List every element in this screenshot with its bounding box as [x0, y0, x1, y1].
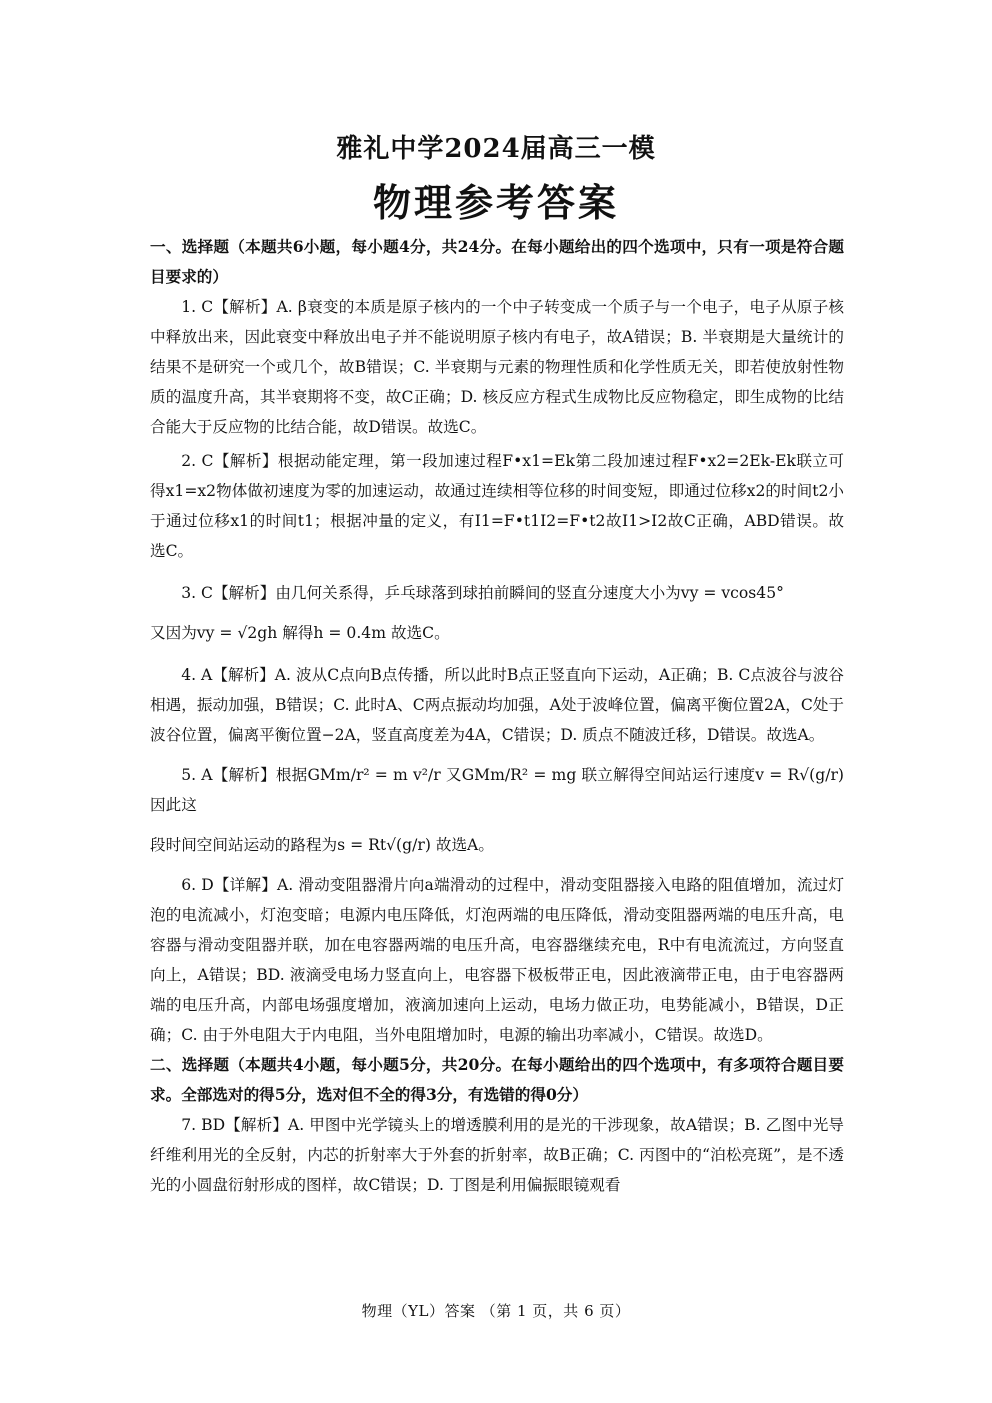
- exam-title: 雅礼中学2024届高三一模: [336, 134, 656, 164]
- answer-q7: 7. BD【解析】A. 甲图中光学镜头上的增透膜利用的是光的干涉现象，故A错误；B. 乙图中光导纤维利用光的全反射，内芯的折射率大于外套的折射率，故B正确；C. 丙图中的“泊松亮斑”，是不透光的小圆盘衍射形成的图样，故C错误；D. 丁图是利用偏振眼镜观看: [150, 1116, 844, 1194]
- page-footer: 物理（YL）答案 （第 1 页，共 6 页）: [361, 1302, 631, 1320]
- answer-q5-line2: 段时间空间站运动的路程为s = Rt√(g/r) 故选A。: [150, 836, 494, 854]
- answer-q3-line2: 又因为vy = √2gh 解得h = 0.4m 故选C。: [150, 624, 450, 642]
- answer-q6: 6. D【详解】A. 滑动变阻器滑片向a端滑动的过程中，滑动变阻器接入电路的阻值增加，流过灯泡的电流减小，灯泡变暗；电源内电压降低，灯泡两端的电压降低，滑动变阻器两端的电压升高，电容器与滑动变阻器并联，加在电容器两端的电压升高，电容器继续充电，R中有电流流过，方向竖直向上，A错误；BD. 液滴受电场力竖直向上，电容器下极板带正电，因此液滴带正电，由于电容器两端的电压升高，内部电场强度增加，液滴加速向上运动，电场力做正功，电势能减小，B错误，D正确；C. 由于外电阻大于内电阻，当外电阻增加时，电源的输出功率减小，C错误。故选D。: [150, 876, 844, 1044]
- answer-q5-line1: 5. A【解析】根据GMm/r² = m v²/r 又GMm/R² = mg 联立解得空间站运行速度v = R√(g/r) 因此这: [150, 766, 844, 814]
- answer-title: 物理参考答案: [372, 180, 619, 225]
- answer-q4: 4. A【解析】A. 波从C点向B点传播，所以此时B点正竖直向下运动，A正确；B. C点波谷与波谷相遇，振动加强，B错误；C. 此时A、C两点振动均加强，A处于波峰位置，偏离平衡位置2A，C处于波谷位置，偏离平衡位置−2A，竖直高度差为4A，C错误；D. 质点不随波迁移，D错误。故选A。: [150, 666, 844, 744]
- answer-body: [150, 232, 844, 1200]
- section-two-heading: 二、选择题（本题共4小题，每小题5分，共20分。在每小题给出的四个选项中，有多项符合题目要求。全部选对的得5分，选对但不全的得3分，有选错的得0分）: [150, 1055, 844, 1104]
- answer-q2: 2. C【解析】根据动能定理，第一段加速过程F•x1=Ek第二段加速过程F•x2=2Ek-Ek联立可得x1=x2物体做初速度为零的加速运动，故通过连续相等位移的时间变短，即通过位移x2的时间t2小于通过位移x1的时间t1；根据冲量的定义，有I1=F•t1I2=F•t2故I1>I2故C正确，ABD错误。故选C。: [150, 452, 844, 560]
- section-one-heading: 一、选择题（本题共6小题，每小题4分，共24分。在每小题给出的四个选项中，只有一项是符合题目要求的）: [150, 237, 844, 286]
- answer-q3-line1: 3. C【解析】由几何关系得，乒乓球落到球拍前瞬间的竖直分速度大小为vy = vcos45°: [181, 584, 784, 602]
- answer-q1: 1. C【解析】A. β衰变的本质是原子核内的一个中子转变成一个质子与一个电子，电子从原子核中释放出来，因此衰变中释放出电子并不能说明原子核内有电子，故A错误；B. 半衰期是大量统计的结果不是研究一个或几个，故B错误；C. 半衰期与元素的物理性质和化学性质无关，即若使放射性物质的温度升高，其半衰期将不变，故C正确；D. 核反应方程式生成物比反应物稳定，即生成物的比结合能大于反应物的比结合能，故D错误。故选C。: [150, 298, 844, 436]
